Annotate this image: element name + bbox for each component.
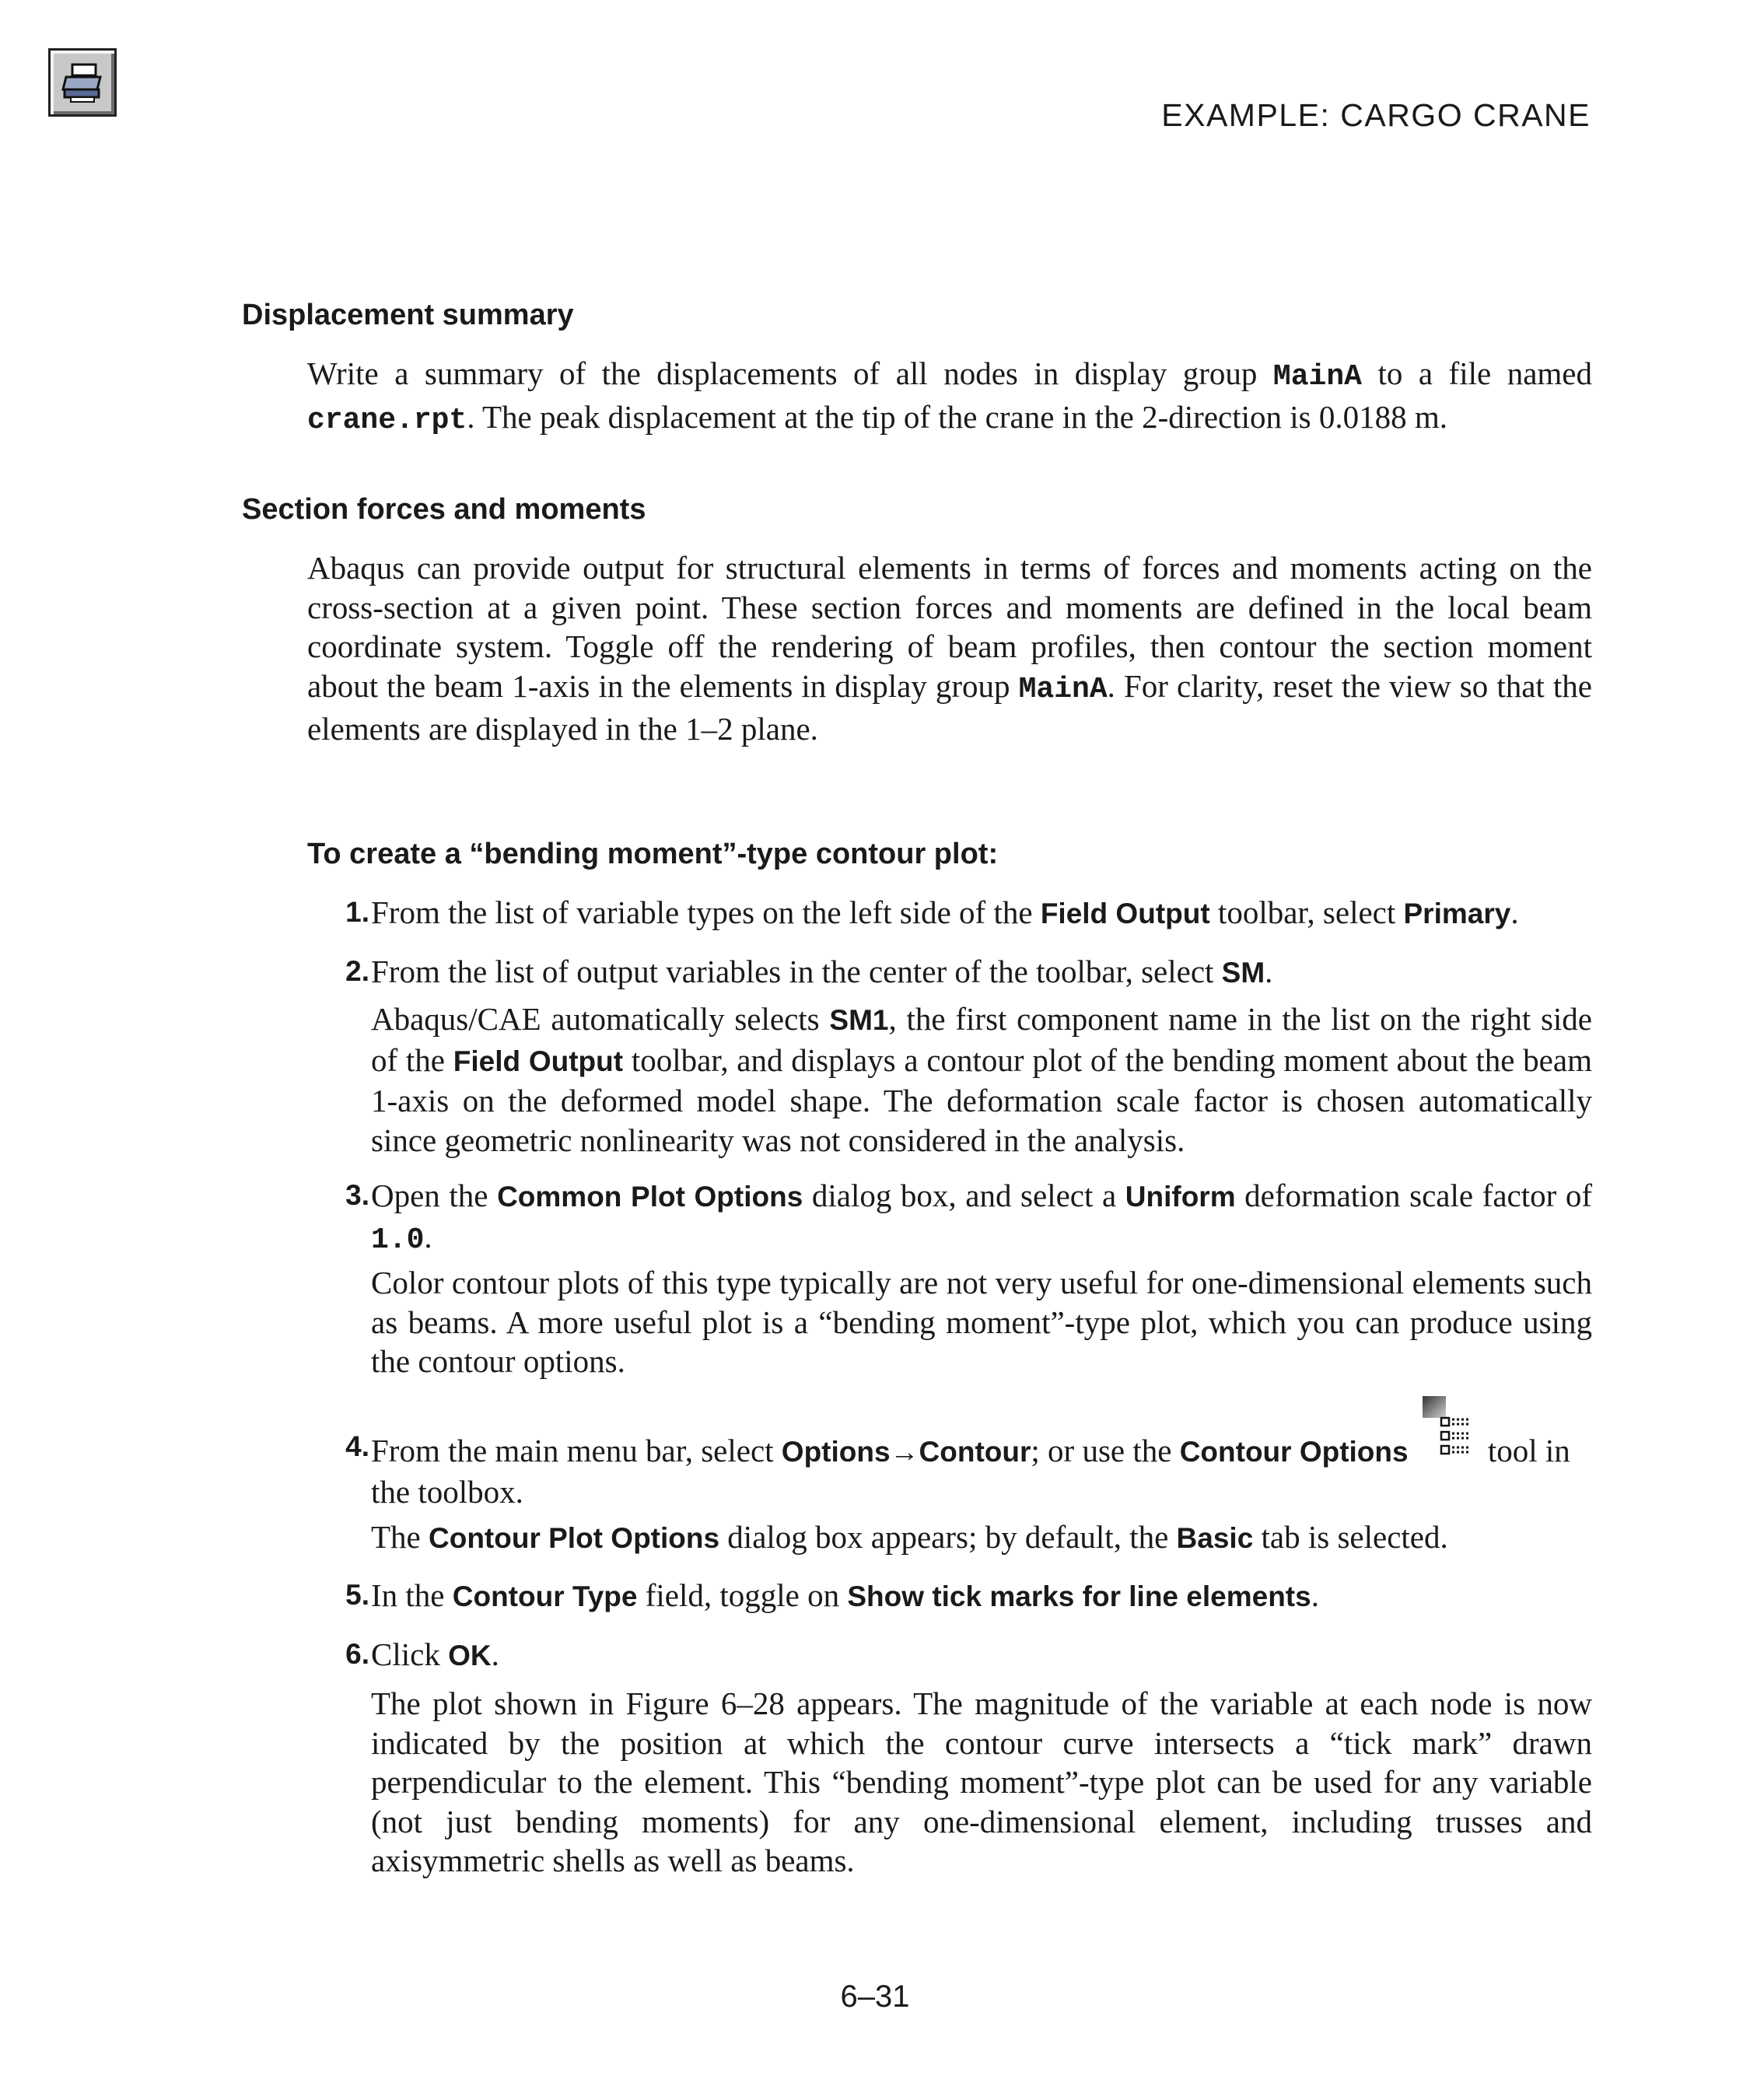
ui-term: Uniform (1125, 1181, 1236, 1213)
print-button[interactable] (48, 48, 117, 117)
ui-term: SM (1221, 957, 1265, 989)
ui-term: Primary (1403, 898, 1511, 929)
ui-term: Contour Options (1179, 1436, 1409, 1468)
ui-term: Show tick marks for line elements (847, 1580, 1311, 1612)
procedure-step-4 (307, 1427, 1592, 1511)
procedure-step-3 (307, 1176, 1592, 1260)
printer-icon (61, 61, 105, 105)
step-text: Click OK. (371, 1636, 499, 1672)
step-6-note: The plot shown in Figure 6–28 appears. The magnitude of the variable at each node is now indicated by the position at which the contour curve intersects a “tick mark” drawn perpendicular to the element. This “bending moment”-type plot can be used for any variable (not just bending moments) for any one-dimensional element, including trusses and axisymmetric shells as well as beams. (371, 1685, 1592, 1878)
display-group-name: MainA (1018, 672, 1108, 706)
procedure-step-1 (307, 893, 1592, 934)
step-3-note: Color contour plots of this type typically are not very useful for one-dimensional elements such as beams. A more useful plot is a “bending moment”-type plot, which you can produce using the contour options. (371, 1265, 1592, 1379)
contour-options-icon (1415, 1395, 1474, 1465)
section-forces-paragraph: Abaqus can provide output for structural elements in terms of forces and moments acting on the cross-section at a given point. These section forces and moments are defined in the local beam coordinate system. Toggle off the rendering of beam profiles, then contour the section moment about the beam 1-axis in the elements in display group MainA. For clarity, reset the view so that the elements are displayed in the 1–2 plane. (307, 550, 1592, 747)
step-number: 4. (345, 1430, 369, 1462)
procedure-step-5 (307, 1576, 1592, 1617)
procedure-heading: To create a “bending moment”-type contour plot: (307, 838, 999, 870)
step-text: From the list of output variables in the center of the toolbar, select SM. (371, 954, 1273, 989)
scale-factor-value: 1.0 (371, 1223, 425, 1257)
contour-options-tool[interactable] (1415, 1427, 1474, 1466)
running-header: EXAMPLE: CARGO CRANE (1161, 97, 1591, 133)
ui-term: Common Plot Options (497, 1181, 803, 1213)
ui-term: Contour Type (452, 1580, 638, 1612)
step-number: 1. (345, 896, 369, 928)
displacement-paragraph: Write a summary of the displacements of all nodes in display group MainA to a file named crane.rpt. The peak displacement at the tip of the crane in the 2-direction is 0.0188 m. (307, 355, 1592, 437)
step-text: In the Contour Type field, toggle on Show tick marks for line elements. (371, 1577, 1319, 1613)
page-number: 6–31 (840, 1979, 910, 2014)
ui-term: Basic (1176, 1522, 1254, 1554)
procedure-step-6 (307, 1635, 1592, 1676)
step-text: From the list of variable types on the left side of the Field Output toolbar, select Primary. (371, 894, 1519, 930)
ui-term: Contour Plot Options (429, 1522, 720, 1554)
ui-term: OK (448, 1640, 492, 1671)
section-heading-displacement: Displacement summary (242, 299, 574, 331)
step-2-note: Abaqus/CAE automatically selects SM1, the first component name in the list on the right side of the Field Output toolbar, and displays a contour plot of the bending moment about the beam 1-axis on the deformed model shape. The deformation scale factor is chosen automatically since geometric nonlinearity was not considered in the analysis. (371, 1001, 1593, 1158)
procedure-step-2 (307, 952, 1592, 993)
step-number: 2. (345, 955, 369, 987)
step-text: Open the Common Plot Options dialog box, and select a Uniform deformation scale factor of 1.0. (371, 1178, 1592, 1257)
ui-term: Field Output (453, 1045, 624, 1077)
ui-term: Field Output (1040, 898, 1210, 929)
step-4-note: The Contour Plot Options dialog box appears; by default, the Basic tab is selected. (371, 1519, 1448, 1555)
section-heading-section-forces: Section forces and moments (242, 493, 646, 526)
step-number: 6. (345, 1638, 369, 1670)
report-file-name: crane.rpt (307, 403, 467, 437)
display-group-name: MainA (1272, 360, 1362, 394)
step-number: 5. (345, 1579, 369, 1611)
ui-term: SM1 (829, 1004, 889, 1036)
step-number: 3. (345, 1179, 369, 1211)
step-text: From the main menu bar, select Options→Contour; or use the Contour Options tool in the toolbox. (371, 1427, 1592, 1511)
ui-term: Options→Contour (781, 1436, 1031, 1468)
